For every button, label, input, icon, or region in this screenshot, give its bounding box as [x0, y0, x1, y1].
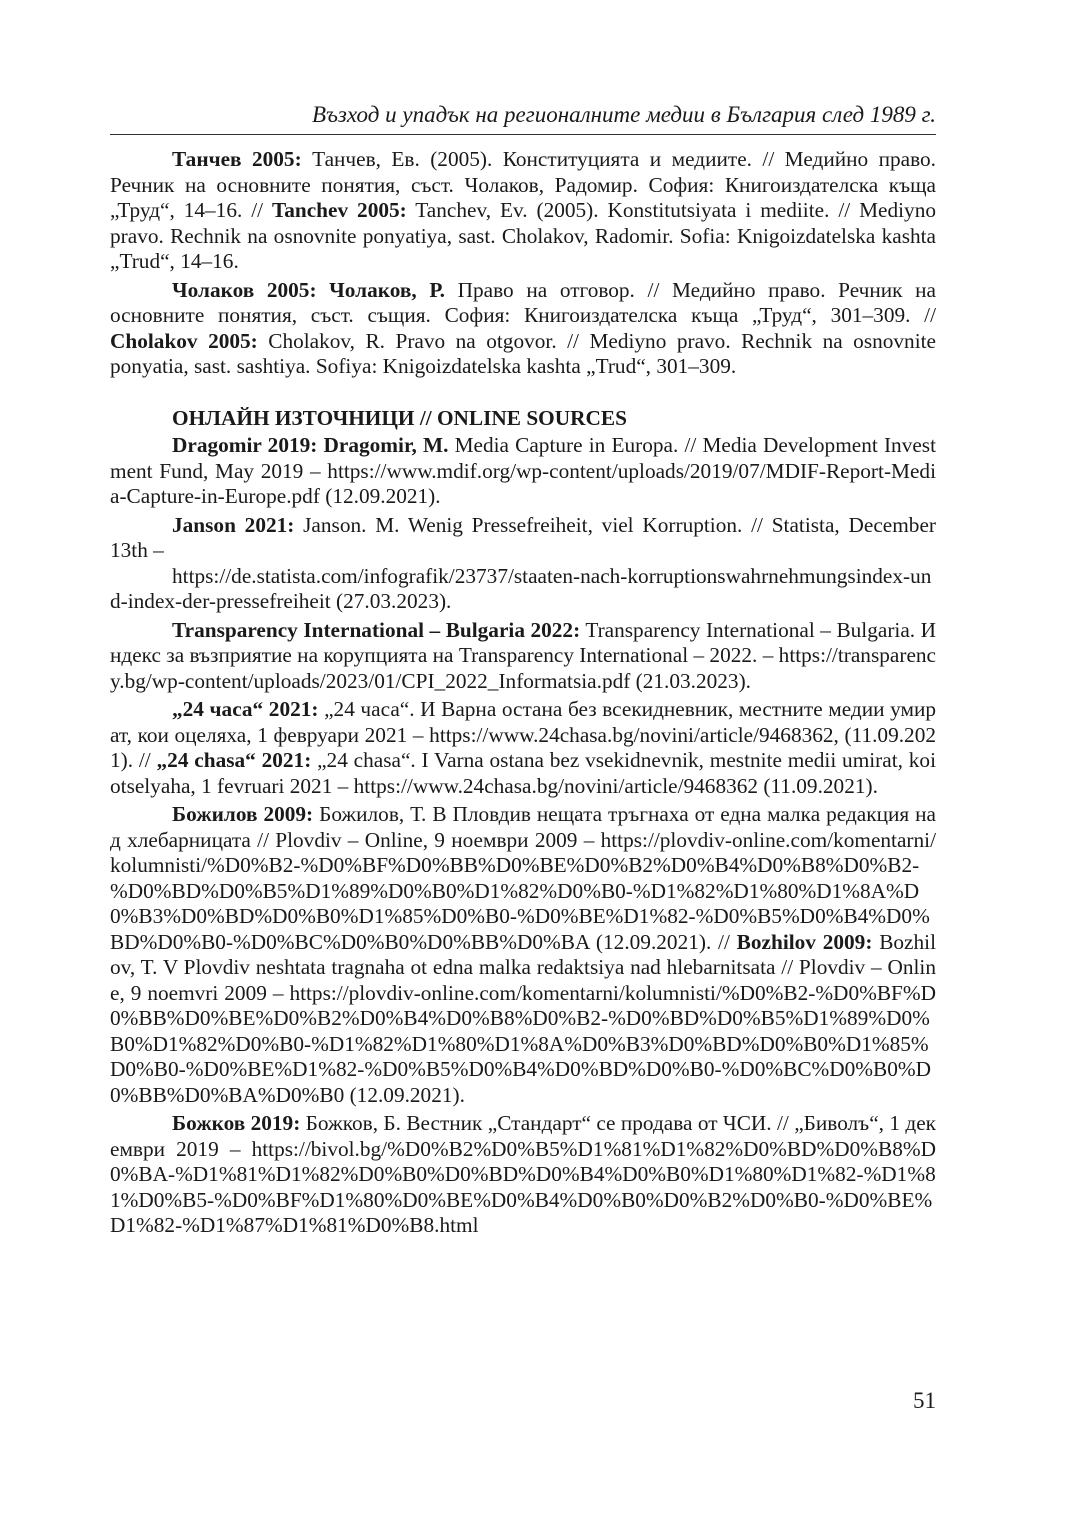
reference-key-transliterated: Cholakov 2005:	[110, 328, 258, 353]
reference-bozhilov-2009	[110, 802, 936, 1108]
reference-text-transliterated: „24 chasa“. I Varna ostana bez vsekidnevnik, mestnite medii umirat, koi otselyaha, 1 fevruari 2021 – https://www.24chasa.bg/novini/article/9468362 (11.09.2021).	[110, 748, 936, 798]
reference-key: Transparency International – Bulgaria 2022:	[172, 617, 581, 642]
reference-key: Божилов 2009:	[172, 802, 314, 826]
reference-24chasa-2021	[110, 697, 936, 799]
reference-text-transliterated: Tanchev, Ev. (2005). Konstitutsiyata i mediite. // Mediyno pravo. Rechnik na osnovnite ponyatiya, sast. Cholakov, Radomir. Sofia: Knigoizdatelska kashta „Trud“, 14–16.	[110, 198, 936, 273]
reference-key-transliterated: Tanchev 2005:	[271, 198, 407, 222]
reference-key: Божков 2019:	[172, 1111, 301, 1135]
reference-key: Janson 2021:	[172, 512, 295, 537]
reference-cholakov-2005	[110, 278, 936, 380]
reference-text-transliterated: Cholakov, R. Pravo na otgovor. // Mediyno pravo. Rechnik na osnovnite ponyatia, sast. sashtiya. Sofiya: Knigoizdatelska kashta „Trud“, 301–309.	[110, 328, 936, 378]
reference-text: Божков, Б. Вестник „Стандарт“ се продава от ЧСИ. // „Биволъ“, 1 декември 2019 – https://bivol.bg/%D0%B2%D0%B5%D1%81%D1%82%D0%BD%D0%B8%D0%BA-%D1%81%D1%82%D0%B0%D0%BD%D0%B4%D0%B0%D1%80%D1%82-%D1%81%D0%B5-%D0%BF%D1%80%D0%BE%D0%B4%D0%B0%D0%B2%D0%B0-%D0%BE%D1%82-%D1%87%D1%81%D0%B8.html	[110, 1111, 936, 1237]
reference-key: Танчев 2005:	[172, 147, 302, 171]
reference-text: Танчев, Ев. (2005). Конституцията и медиите. // Медийно право. Речник на основните понятия, съст. Чолаков, Радомир. София: Книгоиздателска къща „Труд“, 14–16. //	[110, 147, 936, 222]
reference-text: Право на отговор. // Медийно право. Речник на основните понятия, съст. същия. София: Книгоиздателска къща „Труд“, 301–309. //	[110, 277, 936, 327]
reference-key: Dragomir 2019: Dragomir, M.	[172, 433, 449, 457]
reference-text: Transparency International – Bulgaria. Индекс за възприятие на корупцията на Transparency International – 2022. – https://transparency.bg/wp-content/uploads/2023/01/CPI_2022_Informatsia.pdf (21.03.2023).	[110, 617, 936, 693]
section-heading-online-sources: ОНЛАЙН ИЗТОЧНИЦИ // ONLINE SOURCES	[172, 405, 627, 430]
reference-text: „24 часа“. И Варна остана без всекидневник, местните медии умират, кои оцеляха, 1 февруари 2021 – https://www.24chasa.bg/novini/article/9468362, (11.09.2021). //	[110, 697, 936, 772]
page-body	[110, 147, 936, 1242]
reference-text: Media Capture in Europa. // Media Development Investment Fund, May 2019 – https://www.mdif.org/wp-content/uploads/2019/07/MDIF-Report-Media-Capture-in-Europe.pdf (12.09.2021).	[110, 433, 936, 508]
reference-key: „24 часа“ 2021:	[172, 697, 319, 721]
reference-bozhkov-2019	[110, 1111, 936, 1239]
reference-key-transliterated: „24 chasa“ 2021:	[156, 748, 312, 772]
reference-url: https://de.statista.com/infografik/23737/staaten-nach-korruptionswahrnehmungsindex-und-index-der-pressefreiheit (27.03.2023).	[110, 563, 932, 613]
running-header: Възход и упадък на регионалните медии в България след 1989 г.	[110, 96, 936, 135]
reference-key: Чолаков 2005: Чолаков, Р.	[172, 277, 446, 302]
reference-dragomir-2019	[110, 433, 936, 510]
reference-text-transliterated: Bozhilov, T. V Plovdiv neshtata tragnaha ot edna malka redaktsiya nad hlebarnitsata // Plovdiv – Online, 9 noemvri 2009 – https://plovdiv-online.com/komentarni/kolumnisti/%D0%B2-%D0%BF%D0%BB%D0%BE%D0%B2%D0%B4%D0%B8%D0%B2-%D0%BD%D0%B5%D1%89%D0%B0%D1%82%D0%B0-%D1%82%D1%80%D1%8A%D0%B3%D0%BD%D0%B0%D1%85%D0%B0-%D0%BE%D1%82-%D0%B5%D0%B4%D0%BD%D0%B0-%D0%BC%D0%B0%D0%BB%D0%BA%D0%B0 (12.09.2021).	[110, 929, 936, 1107]
reference-text: Janson. M. Wenig Pressefreiheit, viel Korruption. // Statista, December 13th –	[110, 512, 936, 562]
reference-text: Божилов, Т. В Пловдив нещата тръгнаха от една малка редакция над хлебарницата // Plovdiv – Online, 9 ноември 2009 – https://plovdiv-online.com/komentarni/kolumnisti/%D0%B2-%D0%BF%D0%BB%D0%BE%D0%B2%D0%B4%D0%B8%D0%B2-%D0%BD%D0%B5%D1%89%D0%B0%D1%82%D0%B0-%D1%82%D1%80%D1%8A%D0%B3%D0%BD%D0%B0%D1%85%D0%B0-%D0%BE%D1%82-%D0%B5%D0%B4%D0%BD%D0%B0-%D0%BC%D0%B0%D0%BB%D0%BA (12.09.2021). //	[110, 802, 936, 954]
reference-key-transliterated: Bozhilov 2009:	[736, 929, 873, 954]
reference-transparency-2022	[110, 618, 936, 695]
reference-janson-2021	[110, 513, 936, 615]
reference-tanchev-2005	[110, 147, 936, 275]
page-number: 51	[913, 1388, 936, 1413]
